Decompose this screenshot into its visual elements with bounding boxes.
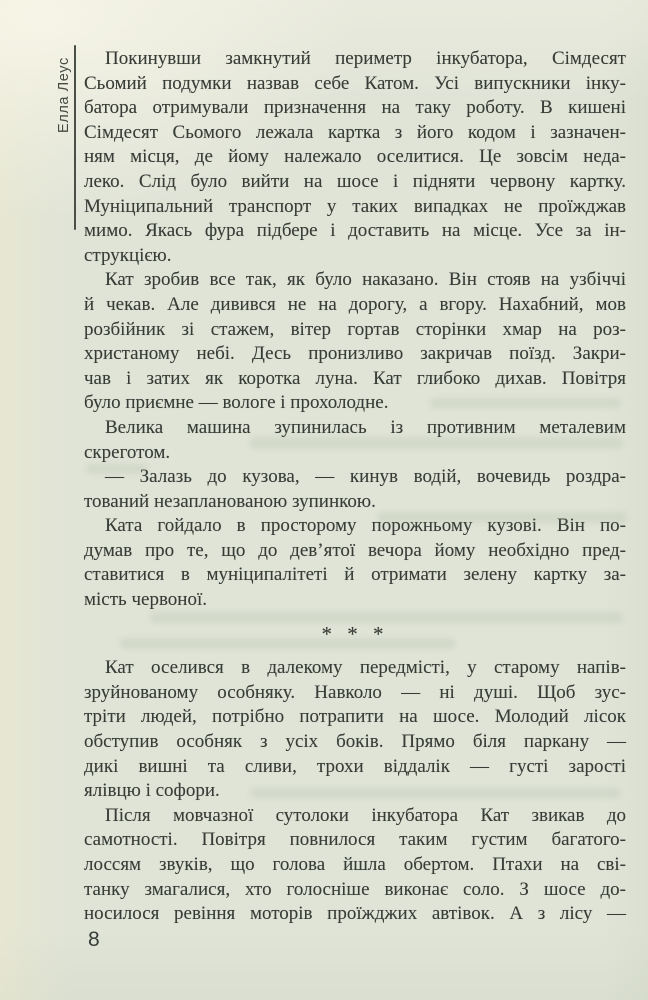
- text-line: скреготом.: [84, 441, 171, 463]
- text-line: й чекав. Але дивився не на дорогу, а вгору. Нахабний, мов: [84, 293, 626, 315]
- text-line: Сьомий подумки назвав себе Катом. Усі випускники інку-: [84, 72, 626, 94]
- text-line: дикі вишні та сливи, трохи віддалік — густі зарості: [84, 755, 626, 777]
- paragraph: [84, 268, 626, 416]
- text-line: було приємне — вологе і прохолодне.: [84, 392, 389, 414]
- text-line: Кат оселився в далекому передмісті, у старому напів-: [105, 657, 626, 679]
- text-line: мість червоної.: [84, 589, 207, 611]
- paragraph: [84, 514, 626, 612]
- paragraph: [84, 656, 626, 804]
- text-line: лоссям звуків, що голова йшла обертом. Птахи на сві-: [84, 854, 626, 875]
- text-line: обступив особняк з усіх боків. Прямо біля паркану —: [84, 731, 626, 753]
- text-line: самотності. Повітря повнилося таким густим багатого-: [84, 829, 626, 851]
- paragraph: [84, 465, 626, 514]
- margin-rule: [74, 45, 76, 230]
- author-name-vertical: Елла Леус: [56, 57, 72, 133]
- paragraph: [84, 416, 626, 465]
- text-line: Ката гойдало в просторому порожньому кузові. Він по-: [105, 515, 626, 537]
- text-line: мимо. Якась фура підбере і доставить на місце. Усе за ін-: [84, 220, 626, 242]
- text-line: ням місця, де йому належало оселитися. Це зовсім неда-: [84, 146, 626, 168]
- text-line: носилося ревіння моторів проїжджих автівок. А з лісу —: [84, 903, 626, 925]
- text-line: Велика машина зупинилась із противним металевим: [105, 416, 626, 438]
- text-line: чав і затих як коротка луна. Кат глибоко дихав. Повітря: [84, 367, 626, 389]
- text-line: Кат зробив все так, як було наказано. Він стояв на узбіччі: [105, 269, 626, 291]
- text-line: батора отримували призначення на таку роботу. В кишені: [84, 97, 626, 119]
- section-separator: * * *: [321, 621, 389, 646]
- text-line: зруйнованому особняку. Навколо — ні душі. Щоб зус-: [84, 681, 626, 703]
- text-line: ставитися в муніципалітеті й отримати зелену картку за-: [84, 564, 626, 586]
- text-line: Муніципальний транспорт у таких випадках не проїжджав: [84, 195, 626, 217]
- paragraph: [84, 804, 626, 927]
- paragraph: [84, 47, 626, 268]
- text-line: христаному небі. Десь пронизливо закричав поїзд. Закри-: [84, 343, 626, 365]
- text-line: Покинувши замкнутий периметр інкубатора, Сімдесят: [105, 48, 626, 69]
- text-line: леко. Слід було вийти на шосе і підняти червону картку.: [84, 170, 626, 192]
- text-line: танку змагалися, хто голосніше виконає соло. З шосе до-: [84, 878, 626, 900]
- text-line: думав про те, що до дев’ятої вечора йому необхідно пред-: [84, 539, 626, 561]
- text-line: розбійник зі стажем, вітер гортав сторінки хмар на роз-: [84, 318, 626, 340]
- text-line: тований незапланованою зупинкою.: [84, 490, 376, 512]
- text-line: струкцією.: [84, 244, 172, 266]
- text-line: тріти людей, потрібно потрапити на шосе. Молодий лісок: [84, 706, 626, 728]
- text-line: Після мовчазної сутолоки інкубатора Кат звикав до: [105, 804, 626, 826]
- page-number: 8: [88, 928, 100, 951]
- text-line: — Залазь до кузова, — кинув водій, вочевидь роздра-: [105, 466, 626, 488]
- text-line: Сімдесят Сьомого лежала картка з його кодом і зазначен-: [84, 121, 626, 143]
- text-line: ялівцю і софори.: [84, 780, 220, 802]
- text-block: [84, 47, 626, 927]
